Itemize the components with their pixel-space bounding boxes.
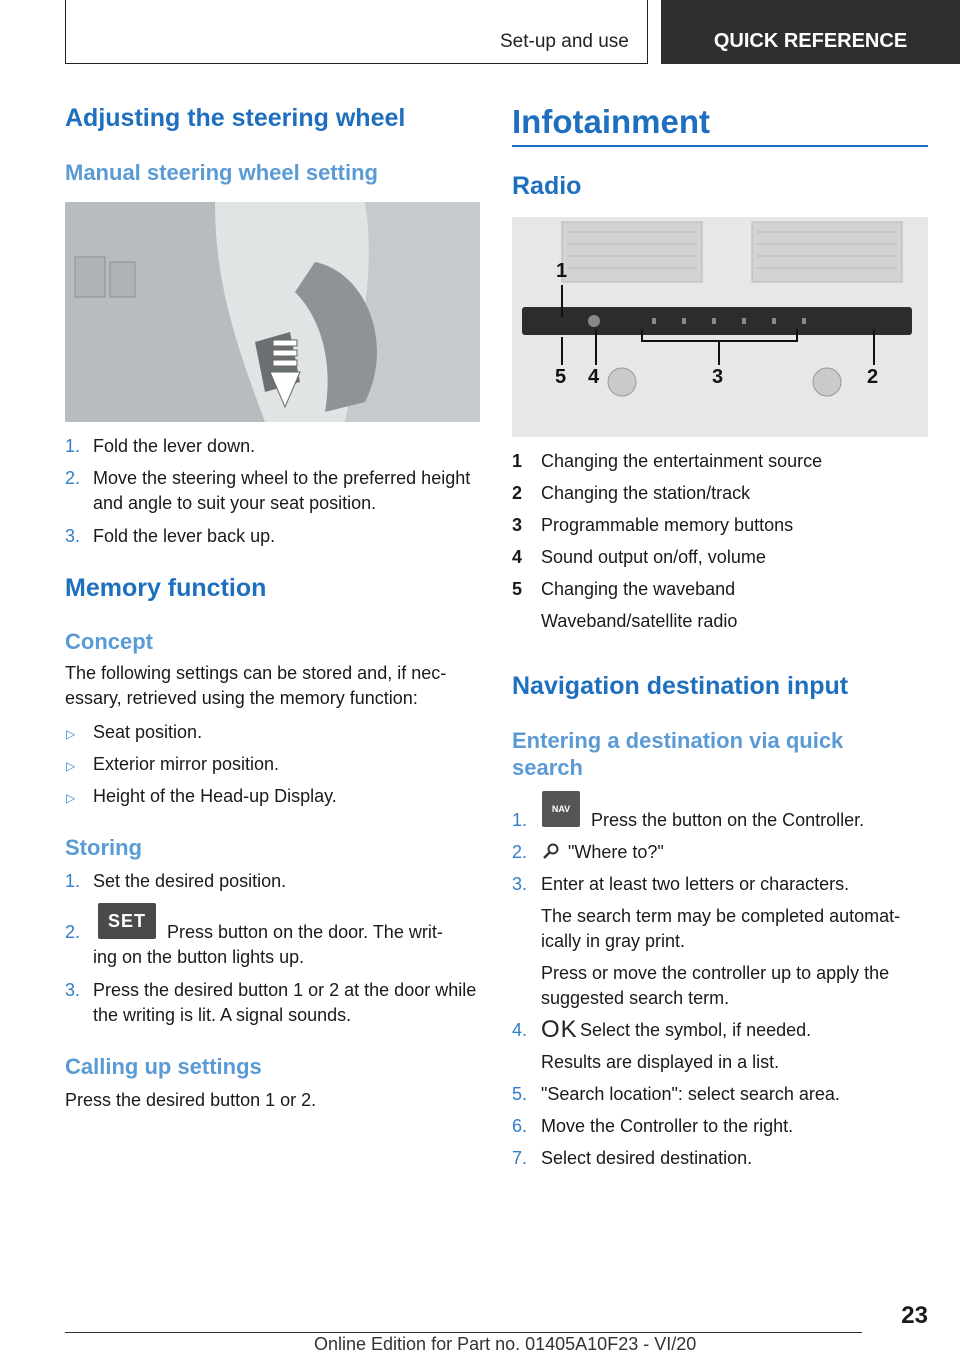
concept-text: The following settings can be stored and, if nec‐essary, retrieved using the memory function: bbox=[65, 663, 447, 708]
nav-step-3b: The search term may be completed automat‐ically in gray print. bbox=[541, 906, 901, 951]
heading-concept: Concept bbox=[65, 629, 153, 654]
footer-rule bbox=[65, 1332, 862, 1333]
heading-navigation: Navigation destination input bbox=[512, 672, 849, 700]
storing-step-3-num: 3. bbox=[65, 980, 81, 1000]
radio-item-3-num: 3 bbox=[512, 515, 523, 535]
heading-storing: Storing bbox=[65, 835, 142, 860]
search-icon bbox=[542, 843, 560, 861]
steering-step-1: Fold the lever down. bbox=[93, 436, 256, 456]
radio-panel-image bbox=[512, 217, 928, 437]
bullet-icon: ▷ bbox=[66, 727, 76, 741]
nav-step-3c: Press or move the controller up to apply the suggested search term. bbox=[541, 963, 890, 1008]
storing-step-2-num: 2. bbox=[65, 922, 81, 942]
nav-step-2-num: 2. bbox=[512, 842, 528, 862]
radio-item-5-num: 5 bbox=[512, 579, 523, 599]
radio-item-3: Programmable memory buttons bbox=[541, 515, 794, 535]
nav-step-3-num: 3. bbox=[512, 874, 528, 894]
nav-step-3: Enter at least two letters or characters. bbox=[541, 874, 850, 894]
nav-step-6: Move the Controller to the right. bbox=[541, 1116, 794, 1136]
calling-text: Press the desired button 1 or 2. bbox=[65, 1090, 317, 1110]
nav-button-icon: NAV bbox=[542, 791, 580, 827]
storing-step-2b: ing on the button lights up. bbox=[93, 947, 305, 967]
heading-radio: Radio bbox=[512, 172, 582, 200]
storing-step-1-num: 1. bbox=[65, 871, 81, 891]
steering-step-2: Move the steering wheel to the preferred height and angle to suit your seat position. bbox=[93, 468, 471, 513]
bullet-icon: ▷ bbox=[66, 759, 76, 773]
heading-manual-steering: Manual steering wheel setting bbox=[65, 160, 378, 185]
nav-step-4-num: 4. bbox=[512, 1020, 528, 1040]
callout-3: 3 bbox=[712, 366, 724, 388]
radio-item-1-num: 1 bbox=[512, 451, 523, 471]
nav-step-4: Select the symbol, if needed. bbox=[580, 1020, 812, 1040]
header-section: Set-up and use bbox=[500, 31, 629, 52]
bullet-mirror: Exterior mirror position. bbox=[93, 754, 280, 774]
storing-step-3: Press the desired button 1 or 2 at the door while the writing is lit. A signal sounds. bbox=[93, 980, 477, 1025]
radio-item-4: Sound output on/off, volume bbox=[541, 547, 766, 567]
radio-item-1: Changing the entertainment source bbox=[541, 451, 823, 471]
heading-memory: Memory function bbox=[65, 574, 267, 602]
radio-item-5: Changing the waveband bbox=[541, 579, 736, 599]
edition-text: Online Edition for Part no. 01405A10F23 - VI/20 bbox=[314, 1334, 697, 1354]
nav-step-1: Press the button on the Controller. bbox=[591, 810, 865, 830]
ok-icon: OK bbox=[541, 1016, 578, 1043]
bullet-hud: Height of the Head-up Display. bbox=[93, 786, 337, 806]
radio-item-5b: Waveband/satellite radio bbox=[541, 611, 738, 631]
callout-5: 5 bbox=[555, 366, 567, 388]
steering-step-1-num: 1. bbox=[65, 436, 81, 456]
callout-2: 2 bbox=[867, 366, 879, 388]
heading-quick-search: Entering a destination via quick search bbox=[512, 728, 844, 780]
header-quick-reference[interactable]: QUICK REFERENCE bbox=[661, 0, 960, 64]
nav-step-6-num: 6. bbox=[512, 1116, 528, 1136]
radio-item-2: Changing the station/track bbox=[541, 483, 751, 503]
storing-step-2: Press button on the door. The writ‐ bbox=[167, 922, 443, 942]
nav-step-4b: Results are displayed in a list. bbox=[541, 1052, 780, 1072]
nav-step-5-num: 5. bbox=[512, 1084, 528, 1104]
radio-item-2-num: 2 bbox=[512, 483, 523, 503]
set-button-icon: SET bbox=[98, 903, 156, 939]
steering-lever-image bbox=[65, 202, 480, 422]
steering-step-2-num: 2. bbox=[65, 468, 81, 488]
storing-step-1: Set the desired position. bbox=[93, 871, 287, 891]
nav-step-7-num: 7. bbox=[512, 1148, 528, 1168]
bullet-icon: ▷ bbox=[66, 791, 76, 805]
bullet-seat: Seat position. bbox=[93, 722, 203, 742]
page-number: 23 bbox=[901, 1302, 928, 1329]
nav-step-2: "Where to?" bbox=[568, 842, 664, 862]
callout-4: 4 bbox=[588, 366, 600, 388]
nav-step-1-num: 1. bbox=[512, 810, 528, 830]
heading-steering: Adjusting the steering wheel bbox=[65, 104, 406, 132]
steering-step-3-num: 3. bbox=[65, 526, 81, 546]
nav-step-5: "Search location": select search area. bbox=[541, 1084, 840, 1104]
nav-step-7: Select desired destination. bbox=[541, 1148, 753, 1168]
callout-1: 1 bbox=[556, 260, 568, 282]
steering-step-3: Fold the lever back up. bbox=[93, 526, 276, 546]
heading-infotainment: Infotainment bbox=[512, 103, 710, 140]
heading-calling: Calling up settings bbox=[65, 1054, 262, 1079]
radio-item-4-num: 4 bbox=[512, 547, 523, 567]
infotainment-rule bbox=[512, 145, 928, 147]
